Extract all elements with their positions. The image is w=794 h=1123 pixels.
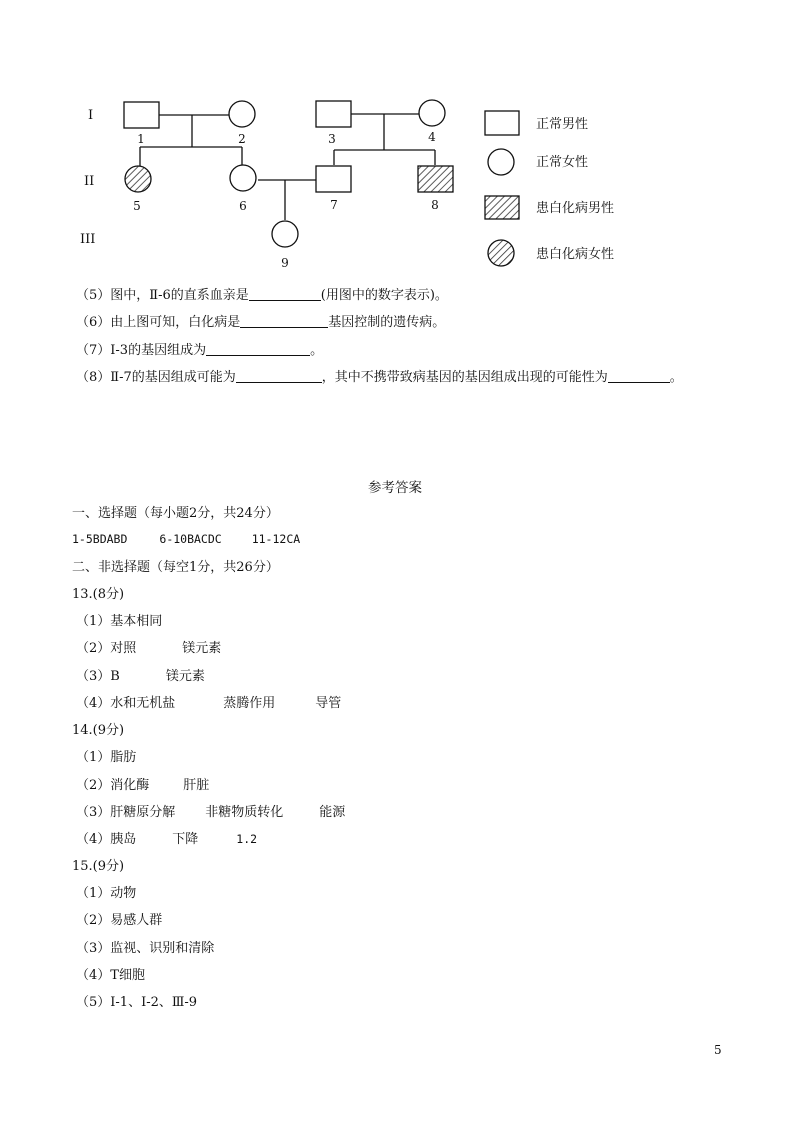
question-7-suffix: 。 (310, 343, 324, 358)
q14-line-3 (76, 801, 345, 820)
individual-6-normal-female (230, 165, 256, 191)
q13-3-answer-a: （3）B (76, 669, 120, 684)
individual-9-normal-female (272, 221, 298, 247)
q14-line-4 (76, 828, 257, 847)
mc-answer-group-2: 6-10BACDC (159, 532, 222, 546)
page-number: 5 (714, 1043, 722, 1057)
q13-4-answer-c: 导管 (315, 696, 342, 711)
q13-4-answer-b: 蒸腾作用 (223, 696, 276, 711)
q14-2-answer-b: 肝脏 (183, 778, 210, 793)
question-8 (76, 366, 683, 385)
q15-line-2: （2）易感人群 (76, 913, 163, 928)
q13-1-answer: （1）基本相同 (76, 614, 163, 629)
section-2-heading: 二、非选择题（每空1分，共26分） (72, 560, 279, 575)
individual-5-affected-female (125, 166, 151, 192)
question-6-prefix: （6）由上图可知，白化病是 (76, 315, 241, 330)
q15-line-1: （1）动物 (76, 886, 137, 901)
answer-key-title: 参考答案 (368, 480, 422, 496)
q13-4-answer-a: （4）水和无机盐 (76, 696, 176, 711)
legend-affected-male-label: 患白化病男性 (536, 201, 615, 216)
q15-line-5: （5）Ⅰ-1、Ⅰ-2、Ⅲ-9 (76, 995, 198, 1010)
individual-label-6: 6 (239, 199, 247, 213)
question-8-prefix: （8）Ⅱ-7的基因组成可能为 (76, 370, 236, 385)
answer-blank-5[interactable] (249, 286, 321, 301)
q14-3-answer-a: （3）肝糖原分解 (76, 805, 176, 820)
legend-affected-female-label: 患白化病女性 (536, 247, 615, 262)
q14-2-answer-a: （2）消化酶 (76, 778, 150, 793)
pedigree-diagram (0, 0, 794, 275)
individual-7-normal-male (316, 166, 351, 192)
question-6 (76, 311, 445, 330)
individual-3-normal-male (316, 101, 351, 127)
answer-blank-8b[interactable] (608, 368, 670, 383)
individual-label-4: 4 (428, 130, 436, 144)
legend-normal-female-label: 正常女性 (536, 155, 589, 170)
mc-answer-group-1: 1-5BDABD (72, 532, 128, 546)
q13-line-3 (76, 665, 205, 684)
question-5-prefix: （5）图中，Ⅱ-6的直系血亲是 (76, 288, 249, 303)
q13-2-answer-a: （2）对照 (76, 641, 137, 656)
question-7 (76, 339, 323, 358)
answer-blank-6[interactable] (240, 313, 328, 328)
q14-line-1 (76, 746, 136, 765)
question-8-suffix: 。 (669, 370, 683, 385)
question-7-prefix: （7）Ⅰ-3的基因组成为 (76, 343, 207, 358)
individual-label-7: 7 (330, 198, 338, 212)
q13-heading: 13.(8分) (72, 587, 125, 602)
q13-2-answer-b: 镁元素 (182, 641, 222, 656)
legend-normal-male-label: 正常男性 (536, 117, 589, 132)
answer-blank-7[interactable] (206, 341, 310, 356)
question-8-middle: ，其中不携带致病基因的基因组成出现的可能性为 (321, 370, 608, 385)
section-1-heading: 一、选择题（每小题2分，共24分） (72, 506, 279, 521)
q14-1-answer: （1）脂肪 (76, 750, 137, 765)
question-6-suffix: 基因控制的遗传病。 (328, 315, 446, 330)
q13-line-1 (76, 610, 162, 629)
individual-8-affected-male (418, 166, 453, 192)
mc-answer-group-3: 11-12CA (251, 532, 301, 546)
q13-line-4 (76, 692, 341, 711)
q14-3-answer-c: 能源 (319, 805, 346, 820)
legend-normal-male-symbol (485, 111, 519, 135)
q13-3-answer-b: 镁元素 (165, 669, 205, 684)
mc-answers (72, 532, 300, 546)
q14-4-answer-b: 下降 (172, 832, 199, 847)
individual-1-normal-male (124, 102, 159, 128)
q15-heading: 15.(9分) (72, 859, 125, 874)
generation-label-III: III (80, 232, 96, 247)
q15-line-4: （4）T细胞 (76, 968, 145, 983)
individual-label-8: 8 (431, 198, 439, 212)
individual-label-3: 3 (328, 132, 336, 146)
legend-normal-female-symbol (488, 149, 514, 175)
individual-label-2: 2 (238, 132, 246, 146)
q14-line-2 (76, 774, 209, 793)
individual-2-normal-female (229, 101, 255, 127)
q14-4-answer-c: 1.2 (236, 832, 258, 846)
individual-label-5: 5 (133, 199, 141, 213)
question-5 (76, 284, 448, 303)
answer-blank-8a[interactable] (236, 368, 322, 383)
individual-label-1: 1 (137, 132, 145, 146)
q15-line-3: （3）监视、识别和清除 (76, 941, 215, 956)
q14-4-answer-a: （4）胰岛 (76, 832, 137, 847)
question-5-suffix: (用图中的数字表示)。 (320, 288, 448, 303)
individual-4-normal-female (419, 100, 445, 126)
legend-affected-male-symbol (485, 196, 519, 219)
generation-label-II: II (84, 174, 95, 189)
legend-affected-female-symbol (488, 240, 514, 266)
q14-3-answer-b: 非糖物质转化 (205, 805, 284, 820)
q13-line-2 (76, 637, 221, 656)
individual-label-9: 9 (281, 256, 289, 270)
generation-label-I: I (88, 108, 94, 123)
q14-heading: 14.(9分) (72, 723, 125, 738)
